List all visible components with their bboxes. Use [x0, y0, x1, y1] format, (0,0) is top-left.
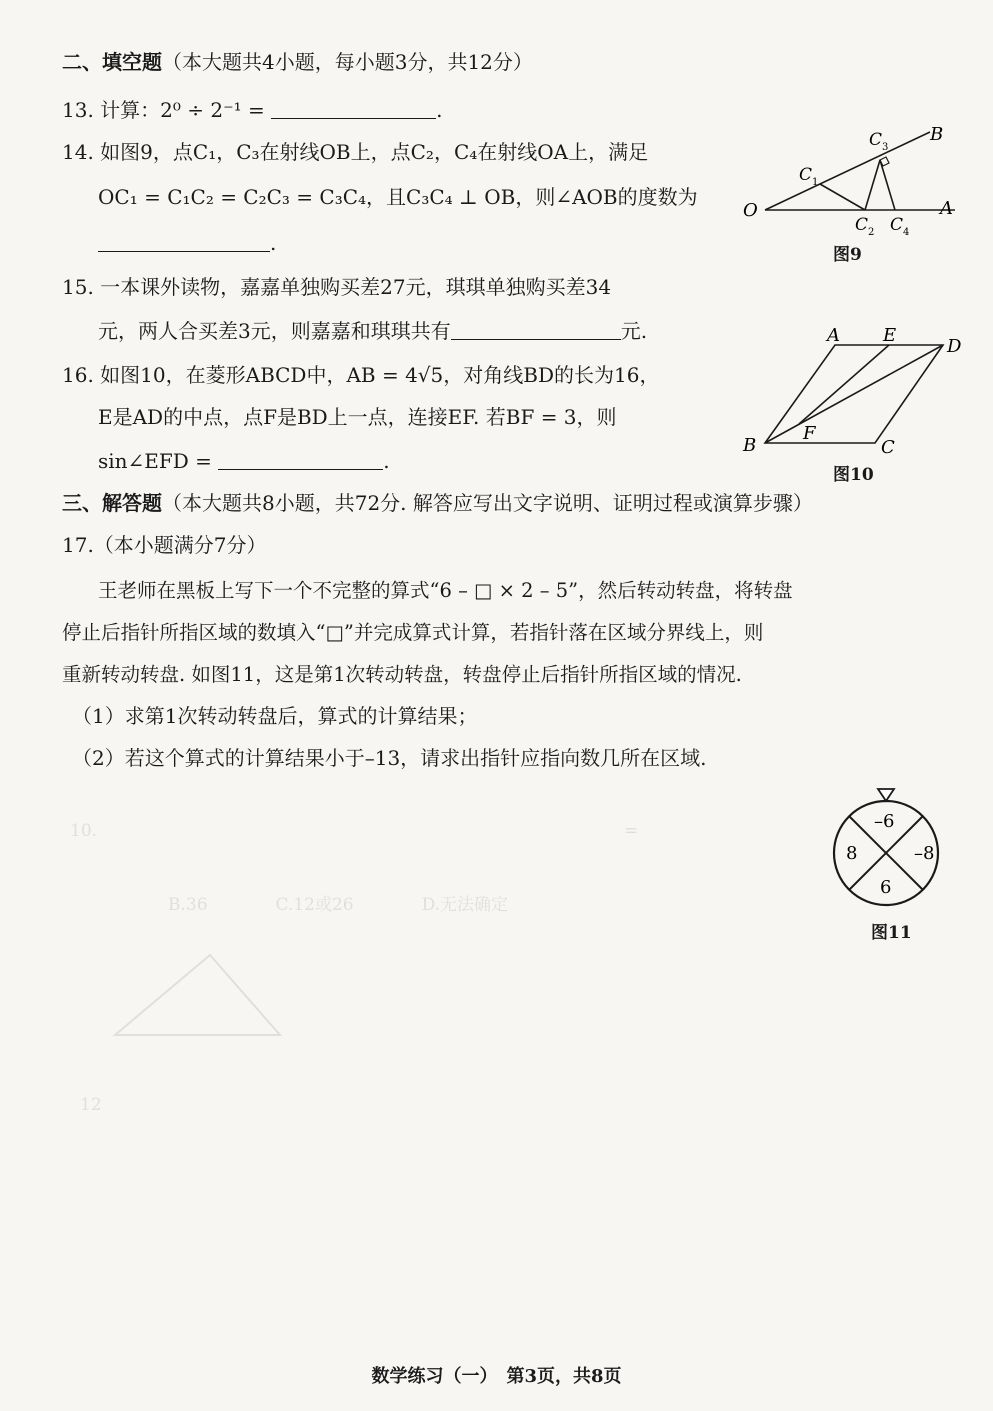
- figure-10-caption: 图10: [833, 465, 874, 485]
- segment-ef: [799, 345, 889, 424]
- question-15-text-2a: 元，两人合买差3元，则嘉嘉和琪琪共有: [98, 319, 451, 343]
- question-15-line-1: [62, 272, 611, 302]
- bleed-through-text: 12: [80, 1095, 102, 1115]
- question-14-text-2: OC₁ = C₁C₂ = C₂C₃ = C₃C₄，且C₃C₄ ⊥ OB，则∠AOB的度数为: [98, 185, 698, 209]
- label-c2: C: [855, 215, 869, 235]
- question-17-paragraph-1: [98, 576, 793, 606]
- question-16-text-3: sin∠EFD =: [98, 449, 212, 473]
- bleed-through-text: B.36 C.12或26 D.无法确定: [100, 895, 509, 915]
- question-16-line-2: [98, 402, 617, 432]
- answer-blank[interactable]: [271, 96, 436, 119]
- question-17-sub-1: （1）求第1次转动转盘后，算式的计算结果；: [72, 704, 478, 728]
- section-3-note: （本大题共8小题，共72分. 解答应写出文字说明、证明过程或演算步骤）: [162, 491, 813, 515]
- segment-c1c2: [820, 184, 865, 210]
- region-bottom-value: 6: [880, 877, 892, 898]
- label-c1-subscript: 1: [812, 177, 819, 188]
- answer-blank[interactable]: [451, 317, 621, 340]
- answer-blank[interactable]: [98, 229, 270, 252]
- figure-11-spinner: [830, 785, 945, 915]
- bleed-through-text: 10. =: [70, 821, 639, 841]
- question-17-part-1: [72, 701, 477, 731]
- question-17-text-1: 王老师在黑板上写下一个不完整的算式“6 – □ × 2 – 5”，然后转动转盘，将转盘: [98, 579, 793, 602]
- question-number: 15.: [62, 275, 94, 299]
- question-16-text-2: E是AD的中点，点F是BD上一点，连接EF. 若BF = 3，则: [98, 405, 617, 429]
- label-a: A: [827, 325, 840, 346]
- bleed-through-text: [70, 1280, 546, 1305]
- question-15-text-2b: 元.: [620, 319, 648, 343]
- question-15-text-1: 一本课外读物，嘉嘉单独购买差27元，琪琪单独购买差34: [100, 275, 612, 299]
- diagonal-bd: [765, 345, 943, 443]
- section-3-title: 三、解答题: [62, 491, 162, 515]
- label-e: E: [883, 325, 897, 346]
- section-2-note: （本大题共4小题，每小题3分，共12分）: [162, 50, 533, 74]
- question-15-line-2: [98, 316, 647, 346]
- segment-c3c4: [880, 160, 895, 210]
- figure-9-caption: 图9: [833, 245, 862, 265]
- label-c3: C: [869, 130, 883, 150]
- question-14-line-2: [98, 182, 698, 212]
- label-c2-subscript: 2: [868, 227, 875, 238]
- question-17-head: 17.（本小题满分7分）: [62, 533, 267, 557]
- question-17-paragraph-3: [62, 660, 742, 690]
- question-13: 13. 计算：2⁰ ÷ 2⁻¹ = .: [62, 98, 443, 122]
- question-17-paragraph-2: [62, 618, 763, 648]
- question-17-text-2: 停止后指针所指区域的数填入“□”并完成算式计算，若指针落在区域分界线上，则: [62, 621, 764, 644]
- question-17-sub-2: （2）若这个算式的计算结果小于–13，请求出指针应指向数几所在区域.: [72, 746, 707, 770]
- section-2-heading: [62, 47, 533, 77]
- question-14-line-3: .: [98, 228, 276, 258]
- region-top-value: –6: [874, 811, 895, 832]
- question-number: 16.: [62, 363, 94, 387]
- question-14-line-1: [62, 137, 648, 167]
- question-number: 13.: [62, 98, 94, 122]
- question-17-text-3: 重新转动转盘. 如图11，这是第1次转动转盘，转盘停止后指针所指区域的情况.: [62, 663, 742, 686]
- bleed-through-figure: [95, 945, 295, 1055]
- label-d: D: [947, 336, 962, 357]
- question-17-heading: [62, 530, 267, 560]
- section-2-title: 二、填空题: [62, 50, 162, 74]
- page-footer: 数学练习（一） 第3页，共8页: [371, 1366, 622, 1387]
- question-14-text-1: 如图9，点C₁，C₃在射线OB上，点C₂，C₄在射线OA上，满足: [100, 140, 649, 164]
- label-c4-subscript: 4: [903, 227, 910, 238]
- label-o: O: [743, 200, 758, 221]
- label-a: A: [940, 198, 953, 219]
- label-b: B: [743, 435, 757, 456]
- region-left-value: 8: [846, 843, 858, 864]
- question-16-line-1: [62, 360, 659, 390]
- question-16-text-1: 如图10，在菱形ABCD中，AB = 4√5，对角线BD的长为16，: [100, 363, 660, 387]
- figure-11-caption: 图11: [871, 923, 912, 943]
- label-c3-subscript: 3: [882, 142, 889, 153]
- segment-c2c3: [865, 160, 880, 210]
- section-3-heading: [62, 488, 813, 518]
- label-b: B: [930, 124, 944, 145]
- label-f: F: [803, 423, 816, 444]
- answer-blank[interactable]: [218, 447, 383, 470]
- figure-9-diagram: [735, 120, 965, 240]
- question-16-line-3: sin∠EFD = .: [98, 449, 390, 473]
- label-c: C: [881, 437, 895, 458]
- pointer-arrow-icon: [878, 789, 894, 801]
- question-number: 14.: [62, 140, 94, 164]
- ray-ob: [765, 132, 930, 210]
- figure-10-diagram: [735, 325, 970, 460]
- question-17-part-2: [72, 743, 707, 773]
- label-c1: C: [799, 165, 813, 185]
- region-right-value: –8: [914, 843, 935, 864]
- label-c4: C: [890, 215, 904, 235]
- question-13-text: 计算：2⁰ ÷ 2⁻¹ =: [100, 98, 265, 122]
